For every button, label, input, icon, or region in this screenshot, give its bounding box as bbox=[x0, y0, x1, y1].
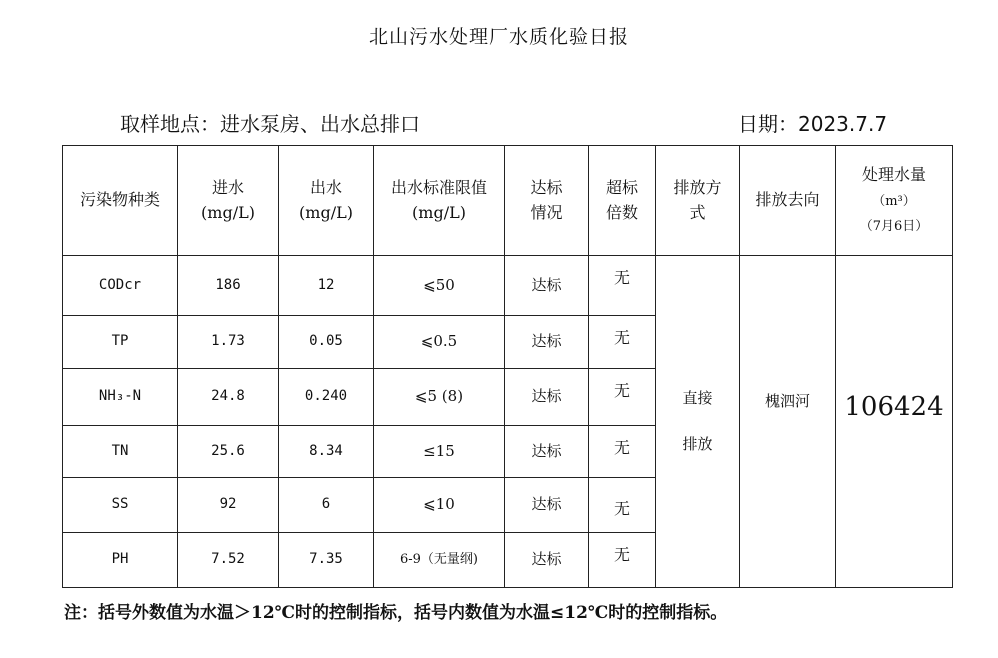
cell-influent: 25.6 bbox=[178, 426, 279, 478]
cell-limit: 6-9（无量纲) bbox=[374, 533, 505, 588]
cell-status: 达标 bbox=[505, 478, 589, 533]
report-title: 北山污水处理厂水质化验日报 bbox=[368, 26, 629, 48]
cell-pollutant: CODcr bbox=[63, 256, 178, 316]
header-influent: 进水 (mg/L) bbox=[178, 146, 279, 256]
cell-influent: 186 bbox=[178, 256, 279, 316]
header-pollutant: 污染物种类 bbox=[63, 146, 178, 256]
cell-effluent: 0.05 bbox=[279, 316, 374, 369]
cell-influent: 1.73 bbox=[178, 316, 279, 369]
header-exceed: 超标 倍数 bbox=[589, 146, 656, 256]
cell-pollutant: NH₃-N bbox=[63, 369, 178, 426]
report-date: 日期：2023.7.7 bbox=[738, 112, 888, 136]
cell-exceed: 无 bbox=[589, 369, 656, 426]
footnote: 注：括号外数值为水温＞12℃时的控制指标，括号内数值为水温≤12℃时的控制指标。 bbox=[64, 603, 728, 623]
header-volume: 处理水量 （m³） （7月6日） bbox=[836, 146, 953, 256]
cell-exceed: 无 bbox=[589, 426, 656, 478]
header-discharge-dest: 排放去向 bbox=[740, 146, 836, 256]
cell-effluent: 6 bbox=[279, 478, 374, 533]
cell-status: 达标 bbox=[505, 256, 589, 316]
cell-status: 达标 bbox=[505, 533, 589, 588]
cell-exceed: 无 bbox=[589, 478, 656, 533]
cell-limit: ⩽50 bbox=[374, 256, 505, 316]
sampling-location: 取样地点：进水泵房、出水总排口 bbox=[120, 112, 420, 136]
cell-influent: 7.52 bbox=[178, 533, 279, 588]
cell-pollutant: TN bbox=[63, 426, 178, 478]
cell-limit: ⩽10 bbox=[374, 478, 505, 533]
cell-status: 达标 bbox=[505, 426, 589, 478]
cell-effluent: 8.34 bbox=[279, 426, 374, 478]
water-quality-table bbox=[62, 145, 953, 588]
cell-exceed: 无 bbox=[589, 316, 656, 369]
header-effluent: 出水 (mg/L) bbox=[279, 146, 374, 256]
cell-influent: 92 bbox=[178, 478, 279, 533]
cell-discharge-mode: 直接 排放 bbox=[656, 256, 740, 588]
cell-pollutant: PH bbox=[63, 533, 178, 588]
cell-limit: ≤15 bbox=[374, 426, 505, 478]
cell-limit: ⩽0.5 bbox=[374, 316, 505, 369]
cell-status: 达标 bbox=[505, 316, 589, 369]
cell-limit: ⩽5 (8) bbox=[374, 369, 505, 426]
header-discharge-mode: 排放方 式 bbox=[656, 146, 740, 256]
cell-exceed: 无 bbox=[589, 256, 656, 316]
cell-exceed: 无 bbox=[589, 533, 656, 588]
cell-status: 达标 bbox=[505, 369, 589, 426]
header-limit: 出水标准限值 (mg/L) bbox=[374, 146, 505, 256]
table-row bbox=[63, 256, 953, 316]
cell-influent: 24.8 bbox=[178, 369, 279, 426]
header-compliance: 达标 情况 bbox=[505, 146, 589, 256]
cell-effluent: 12 bbox=[279, 256, 374, 316]
cell-pollutant: SS bbox=[63, 478, 178, 533]
cell-volume: 106424 bbox=[836, 256, 953, 588]
cell-discharge-dest: 槐泗河 bbox=[740, 256, 836, 588]
cell-pollutant: TP bbox=[63, 316, 178, 369]
header-row bbox=[63, 146, 953, 256]
cell-effluent: 0.240 bbox=[279, 369, 374, 426]
cell-effluent: 7.35 bbox=[279, 533, 374, 588]
